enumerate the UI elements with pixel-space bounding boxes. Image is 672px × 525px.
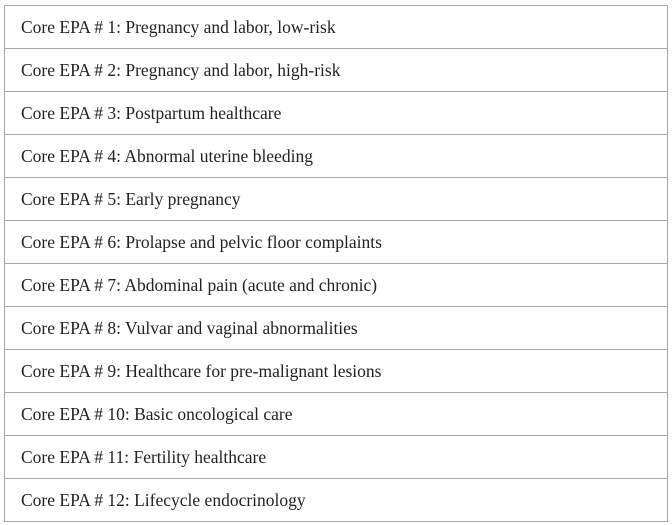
core-epa-table [4, 5, 668, 522]
epa-cell: Core EPA # 10: Basic oncological care [5, 393, 668, 436]
table-row [5, 307, 668, 350]
epa-cell: Core EPA # 2: Pregnancy and labor, high-risk [5, 49, 668, 92]
epa-cell: Core EPA # 7: Abdominal pain (acute and chronic) [5, 264, 668, 307]
table-row [5, 6, 668, 49]
epa-cell: Core EPA # 1: Pregnancy and labor, low-risk [5, 6, 668, 49]
table-row [5, 135, 668, 178]
epa-cell: Core EPA # 12: Lifecycle endocrinology [5, 479, 668, 522]
epa-cell: Core EPA # 4: Abnormal uterine bleeding [5, 135, 668, 178]
table-row [5, 49, 668, 92]
epa-cell: Core EPA # 11: Fertility healthcare [5, 436, 668, 479]
epa-cell: Core EPA # 3: Postpartum healthcare [5, 92, 668, 135]
table-row [5, 178, 668, 221]
table-row [5, 350, 668, 393]
table-row [5, 479, 668, 522]
epa-cell: Core EPA # 9: Healthcare for pre-malignant lesions [5, 350, 668, 393]
epa-cell: Core EPA # 6: Prolapse and pelvic floor complaints [5, 221, 668, 264]
table-row [5, 92, 668, 135]
table-row [5, 221, 668, 264]
table-row [5, 436, 668, 479]
table-row [5, 393, 668, 436]
epa-cell: Core EPA # 5: Early pregnancy [5, 178, 668, 221]
epa-cell: Core EPA # 8: Vulvar and vaginal abnormalities [5, 307, 668, 350]
table-row [5, 264, 668, 307]
